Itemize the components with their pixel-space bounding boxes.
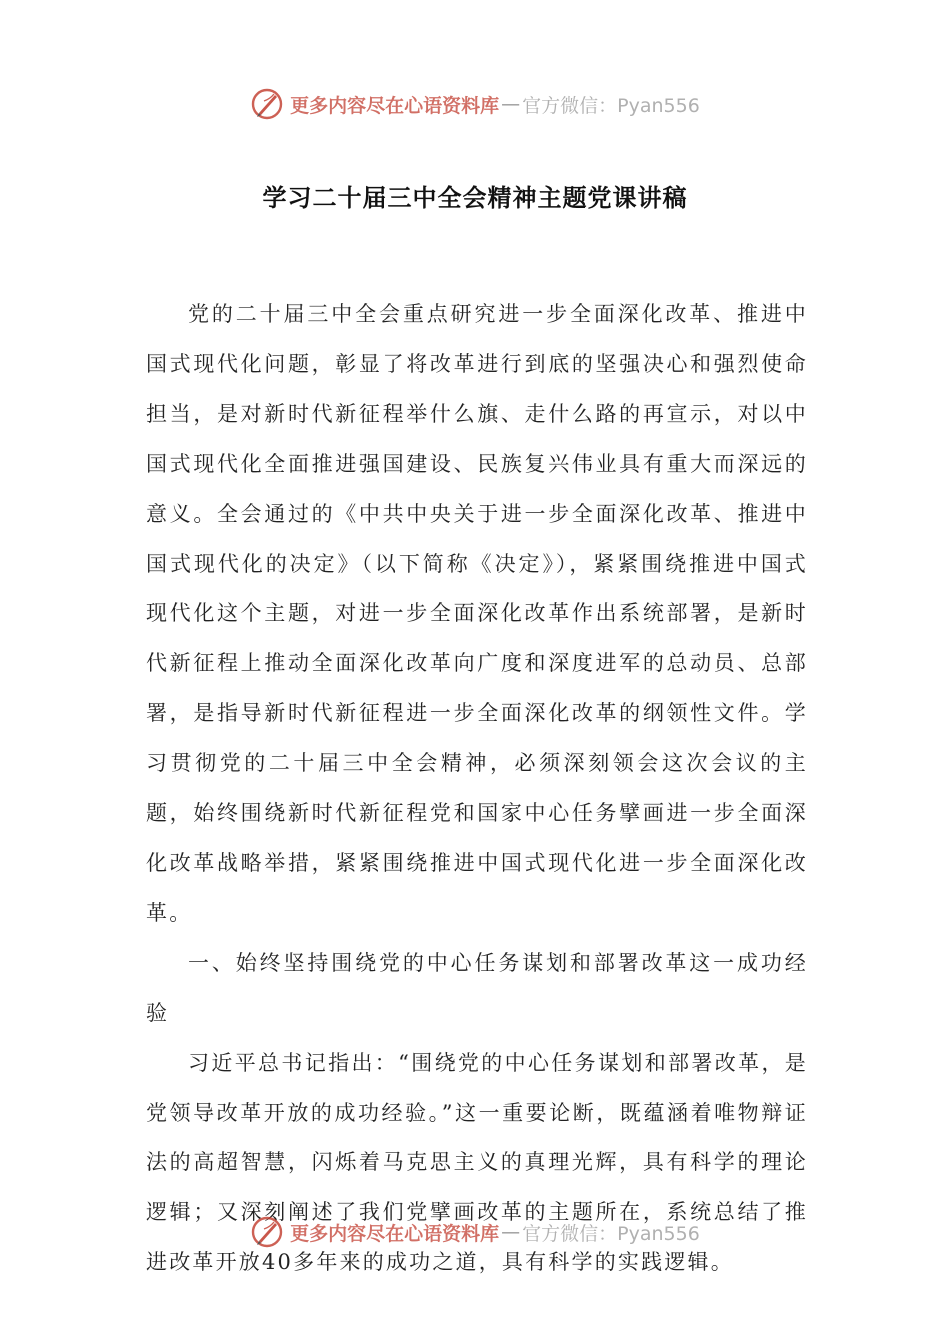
watermark-contact: 官方微信：Pyan556 bbox=[522, 1222, 700, 1245]
section-heading-1: 一、始终坚持围绕党的中心任务谋划和部署改革这一成功经验 bbox=[146, 950, 808, 1025]
watermark-footer bbox=[0, 1212, 950, 1252]
intro-paragraph: 党的二十届三中全会重点研究进一步全面深化改革、推进中国式现代化问题，彰显了将改革进行到底的坚强决心和强烈使命担当，是对新时代新征程举什么旗、走什么路的再宣示，对以中国式现代化全面推进强国建设、民族复兴伟业具有重大而深远的意义。全会通过的《中共中央关于进一步全面深化改革、推进中国式现代化的决定》（以下简称《决定》），紧紧围绕推进中国式现代化这个主题，对进一步全面深化改革作出系统部署，是新时代新征程上推动全面深化改革向广度和深度进军的总动员、总部署，是指导新时代新征程进一步全面深化改革的纲领性文件。学习贯彻党的二十届三中全会精神，必须深刻领会这次会议的主题，始终围绕新时代新征程党和国家中心任务擘画进一步全面深化改革战略举措，紧紧围绕推进中国式现代化进一步全面深化改革。 bbox=[146, 302, 808, 925]
quill-pen-logo-icon bbox=[250, 1215, 284, 1249]
watermark-separator: — bbox=[501, 93, 521, 115]
quill-pen-logo-icon bbox=[250, 87, 284, 121]
watermark-header bbox=[0, 84, 950, 124]
document-body bbox=[146, 290, 808, 1288]
watermark-brand-text: 更多内容尽在心语资料库 bbox=[290, 94, 500, 117]
document-title: 学习二十届三中全会精神主题党课讲稿 bbox=[262, 184, 688, 212]
watermark-contact: 官方微信：Pyan556 bbox=[522, 94, 700, 117]
watermark-separator: — bbox=[501, 1221, 521, 1243]
section-1-paragraph: 习近平总书记指出：“围绕党的中心任务谋划和部署改革，是党领导改革开放的成功经验。”这一重要论断，既蕴涵着唯物辩证法的高超智慧，闪烁着马克思主义的真理光辉，具有科学的理论逻辑；又深刻阐述了我们党擘画改革的主题所在，系统总结了推进改革开放40多年来的成功之道，具有科学的实践逻辑。 bbox=[146, 1050, 808, 1275]
watermark-brand-text: 更多内容尽在心语资料库 bbox=[290, 1222, 500, 1245]
